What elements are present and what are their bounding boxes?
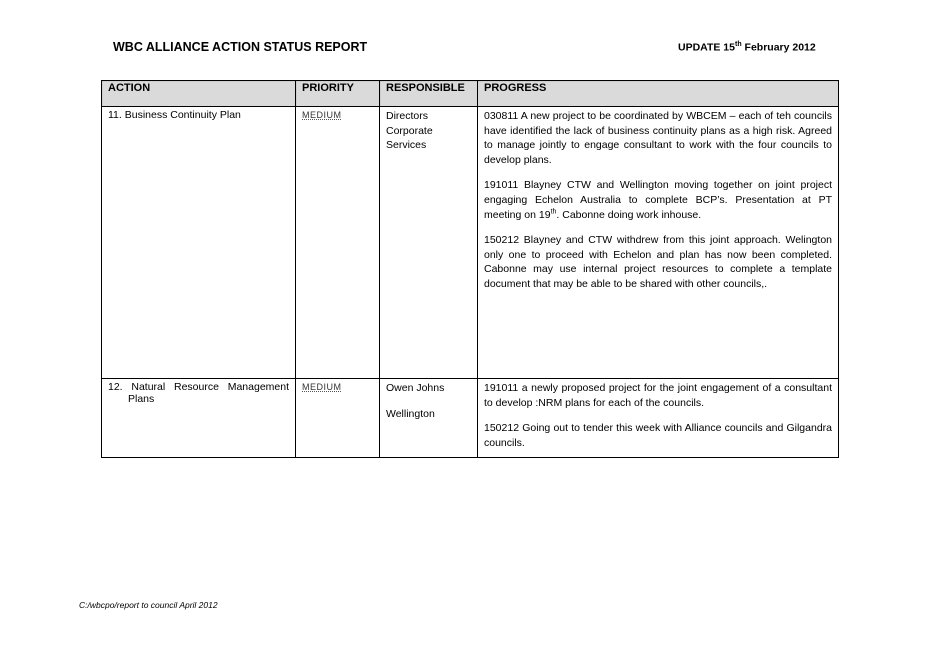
priority-value: MEDIUM (302, 382, 342, 392)
responsible-cell (380, 379, 478, 458)
update-ordinal: th (735, 41, 742, 48)
action-text: 11. Business Continuity Plan (108, 109, 241, 121)
progress-note: 150212 Going out to tender this week with Alliance councils and Gilgandra councils. (484, 422, 832, 449)
header-action: ACTION (102, 81, 296, 107)
update-date (678, 41, 816, 54)
action-cell (102, 107, 296, 379)
progress-note: 030811 A new project to be coordinated by WBCEM – each of teh councils have identified the lack of business continuity plans as a high risk. Agreed to manage jointly to engage consultant to work with the four councils to develop plans. (484, 110, 832, 166)
table-header-row (102, 81, 839, 107)
progress-note: 191011 a newly proposed project for the joint engagement of a consultant to develop :NRM plans for each of the councils. (484, 382, 832, 409)
progress-note-text: 191011 Blayney CTW and Wellington moving together on joint project engaging Echelon Australia to complete BCP’s. Presentation at PT meeting on 19 (484, 179, 832, 221)
priority-cell (296, 107, 380, 379)
table-row (102, 379, 839, 458)
responsible-text: Directors Corporate Services (386, 110, 433, 152)
report-title: WBC ALLIANCE ACTION STATUS REPORT (113, 40, 368, 54)
action-cell (102, 379, 296, 458)
progress-note: 150212 Blayney and CTW withdrew from this joint approach. Welington only one to proceed with Echelon and plan has now been completed. Cabonne may use internal project resources to complete a template document that may be able to be shared with other councils,. (484, 234, 832, 290)
progress-note-ordinal: th (550, 208, 557, 216)
footer-file-path: C:/wbcpo/report to council April 2012 (79, 600, 218, 610)
header-priority: PRIORITY (296, 81, 380, 107)
action-text-continued: Plans (128, 393, 155, 405)
progress-note-tail: . Cabonne doing work inhouse. (556, 208, 702, 221)
progress-cell (478, 107, 839, 379)
progress-note (484, 178, 832, 222)
priority-value: MEDIUM (302, 110, 342, 120)
responsible-council: Wellington (386, 407, 435, 420)
responsible-name: Owen Johns (386, 382, 445, 394)
action-text: 12. Natural Resource Management (108, 381, 289, 393)
responsible-cell (380, 107, 478, 379)
status-table (101, 80, 839, 458)
header-progress: PROGRESS (478, 81, 839, 107)
progress-cell (478, 379, 839, 458)
update-month-year: February 2012 (741, 41, 816, 54)
header-responsible: RESPONSIBLE (380, 81, 478, 107)
update-prefix: UPDATE 15 (678, 41, 735, 54)
table-row (102, 107, 839, 379)
priority-cell (296, 379, 380, 458)
